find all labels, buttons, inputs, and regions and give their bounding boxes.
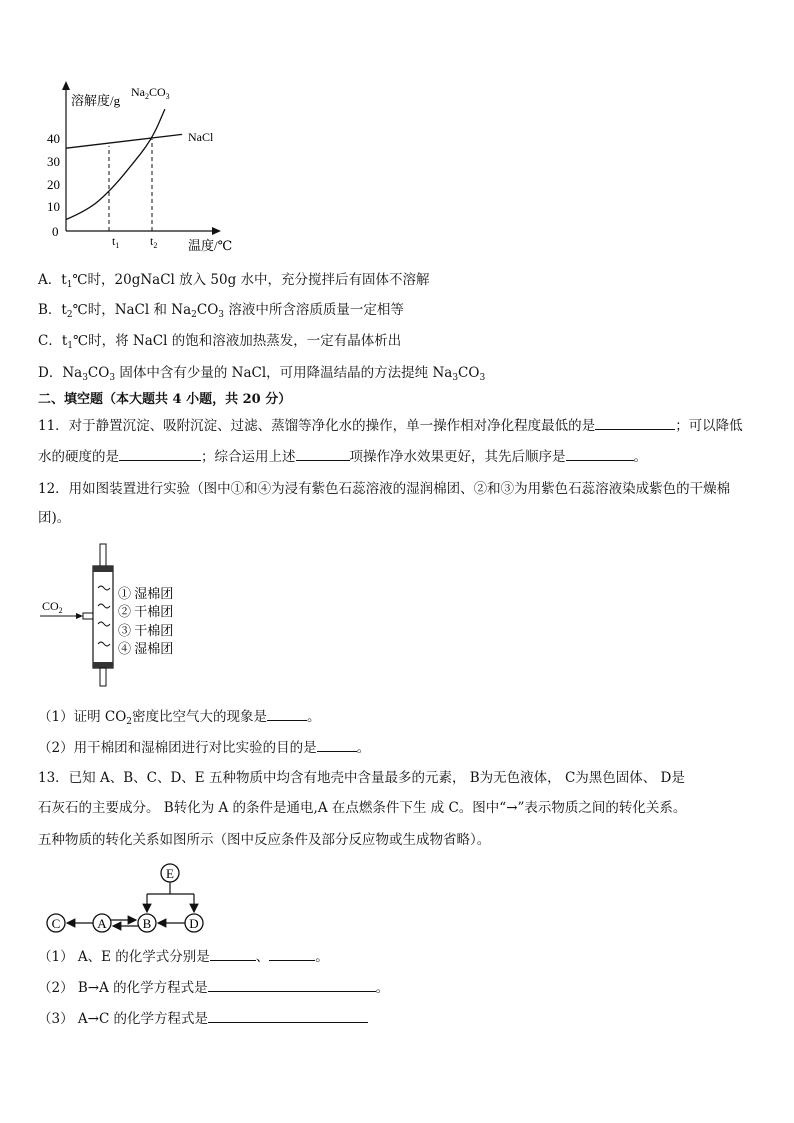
q13-relation-diagram (38, 860, 238, 940)
q13-blank-3[interactable] (208, 977, 376, 992)
solubility-chart (30, 75, 270, 260)
cotton-ball-1 (98, 586, 110, 590)
label-4: ④ 湿棉团 (118, 641, 174, 656)
label-3: ③ 干棉团 (118, 623, 174, 638)
y-tick-30: 30 (47, 154, 60, 169)
q13-s2-text-b: 。 (375, 980, 390, 996)
q13-blank-4[interactable] (208, 1008, 368, 1023)
q13-blank-1[interactable] (210, 946, 256, 961)
q10-option-d: D．$Na_3CO_3$ 固体中含有少量的 NaCl，可用降温结晶的方法提纯 $Na_3CO_3$ (38, 365, 486, 383)
x-tick-t1-label: $t_1$ (112, 234, 120, 250)
q13-blank-2[interactable] (269, 946, 315, 961)
q11-line2 (38, 446, 647, 467)
side-inlet (83, 613, 93, 619)
q10-option-a: A．$t_1℃$时，20gNaCl 放入 50g 水中，充分搅拌后有固体不溶解 (38, 272, 430, 290)
node-e-label: E (166, 866, 174, 881)
stopper-top (93, 566, 113, 572)
cotton-ball-4 (98, 642, 110, 646)
stopper-bottom (93, 662, 113, 668)
q13-line2: 石灰石的主要成分。 B转化为 A 的条件是通电,A 在点燃条件下生 成 C。图中“→”表示物质之间的转化关系。 (38, 800, 687, 816)
series-na2co3-curve (66, 109, 165, 219)
x-tick-t2-label: $t_2$ (150, 234, 158, 250)
q12-subquestion-2 (38, 737, 370, 758)
q12-line2: 团)。 (38, 510, 71, 526)
q11-text-6: 。 (633, 449, 647, 465)
y-axis-arrow (62, 81, 70, 90)
q12-subquestion-1: （1）证明 $CO_2$密度比空气大的现象是 。 (38, 706, 321, 732)
section-heading: 二、填空题（本大题共 4 小题，共 20 分） (38, 392, 292, 407)
q11-text-4: ；综合运用上述 (201, 449, 296, 465)
label-1: ① 湿棉团 (118, 586, 174, 601)
q12-s1-text-a: （1）证明 CO (38, 709, 127, 725)
q11-line1 (38, 415, 743, 436)
series-label-nacl: NaCl (188, 130, 214, 144)
cotton-balls (98, 586, 110, 646)
node-c-label: C (51, 916, 61, 931)
q12-s2-text-a: （2）用干棉团和湿棉团进行对比实验的目的是 (38, 740, 317, 756)
q13-subquestion-3 (38, 1008, 368, 1029)
q11-text-1: 11．对于静置沉淀、吸附沉淀、过滤、蒸馏等净化水的操作，单一操作相对净化程度最低的是 (38, 418, 596, 434)
x-axis-label: 温度/℃ (188, 238, 233, 253)
q12-apparatus-diagram (38, 540, 238, 690)
q10-option-c: C．$t_1℃$时，将 NaCl 的饱和溶液加热蒸发，一定有晶体析出 (38, 333, 402, 351)
node-a-label: A (97, 916, 107, 931)
q13-s1-text-a: （1） A、E 的化学式分别是 (38, 949, 210, 965)
node-b-label: B (142, 916, 152, 931)
q13-s2-text-a: （2） B→A 的化学方程式是 (38, 980, 208, 996)
tube-bottom (100, 668, 106, 686)
q11-blank-2[interactable] (119, 446, 201, 461)
q12-s1-text-c: 。 (307, 709, 321, 725)
x-tick-t2 (150, 234, 157, 250)
q13-subquestion-2 (38, 977, 389, 998)
y-tick-10: 10 (47, 199, 60, 214)
q11-text-5: 项操作净水效果更好，其先后顺序是 (349, 449, 566, 465)
q13-s1-text-c: 。 (315, 949, 329, 965)
q11-text-2: ；可以降低 (675, 418, 743, 434)
node-d-label: D (189, 916, 199, 931)
x-axis-arrow (212, 227, 221, 235)
q12-blank-1[interactable] (267, 706, 307, 721)
co2-label: $CO_2$ (42, 599, 63, 615)
x-tick-t1 (112, 234, 119, 250)
cotton-ball-2 (98, 604, 110, 608)
glass-tube (93, 566, 113, 668)
label-2: ② 干棉团 (118, 604, 174, 619)
y-axis-label: 溶解度/g (71, 93, 121, 108)
q12-blank-2[interactable] (317, 737, 357, 752)
q12-s1-text-b: 密度比空气大的现象是 (132, 709, 268, 725)
series-label-na2co3: $Na_2CO_3$ (131, 85, 170, 101)
y-tick-0: 0 (52, 224, 59, 239)
q12-s2-text-b: 。 (356, 740, 371, 756)
q11-text-3: 水的硬度的是 (38, 449, 119, 465)
y-tick-40: 40 (47, 131, 60, 146)
cotton-ball-3 (98, 622, 110, 626)
series-nacl-line (66, 134, 182, 148)
q12-line1: 12．用如图装置进行实验（图中①和④为浸有紫色石蕊溶液的湿润棉团、②和③为用紫色石蕊溶液染成紫色的干燥棉 (38, 481, 731, 497)
q11-blank-1[interactable] (595, 415, 675, 430)
q13-line1: 13．已知 A、B、C、D、E 五种物质中均含有地壳中含量最多的元素， B为无色液体， C为黑色固体、 D是 (38, 770, 685, 786)
q13-line3: 五种物质的转化关系如图所示（图中反应条件及部分反应物或生成物省略）。 (38, 832, 491, 848)
tube-top (100, 544, 106, 566)
q11-blank-3[interactable] (296, 446, 350, 461)
q13-subquestion-1 (38, 946, 329, 967)
q13-s1-text-b: 、 (255, 949, 270, 965)
q13-s3-text-a: （3） A→C 的化学方程式是 (38, 1011, 209, 1027)
y-tick-20: 20 (47, 177, 60, 192)
q10-option-b: B．$t_2℃$时，NaCl 和 $Na_2CO_3$ 溶液中所含溶质质量一定相等 (38, 302, 404, 320)
q11-blank-4[interactable] (566, 446, 634, 461)
co2-arrow-head (76, 613, 83, 619)
